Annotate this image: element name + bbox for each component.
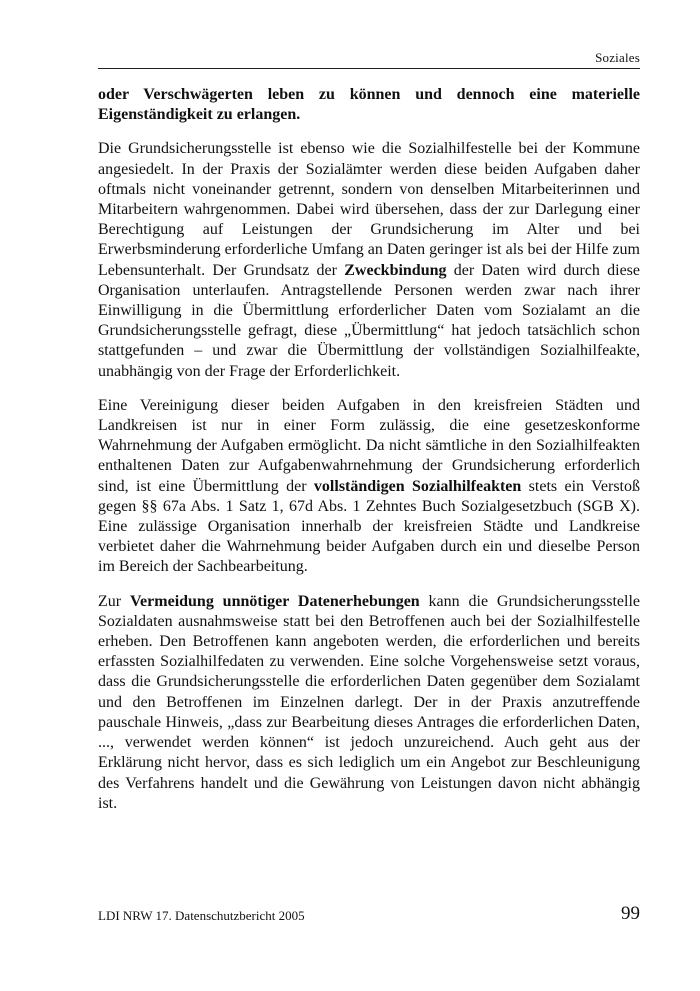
paragraph-text: Eine Vereinigung dieser beiden Aufgaben in den kreisfreien Städten und Landkreisen ist nur in einer Form zulässig, die eine gesetzeskonforme Wahrnehmung der Aufgaben ermöglicht. Da nicht sämtliche in den Sozialhilfeakten enthaltenen Daten zur Aufgabenwahrnehmung der Grundsicherung erforderlich sind, ist eine Übermittlung der [98,396,640,495]
emphasis-vermeidung-datenerhebungen: Vermeidung unnötiger Datenerhebungen [129,592,420,610]
paragraph-text: kann die Grundsicherungsstelle Sozialdaten ausnahmsweise statt bei den Betroffenen auch bei der Sozialhilfestelle erheben. Den Betroffenen kann angeboten werden, die erforderlichen und bereits erfassten Sozialhilfedaten zu verwenden. Eine solche Vorgehensweise setzt voraus, dass die Grundsicherungsstelle die erforderlichen Daten gegenüber dem Sozialamt und den Betroffenen im Einzelnen darlegt. Der in der Praxis anzutreffende pauschale Hinweis, „dass zur Bearbeitung dieses Antrages die erforderlichen Daten, ..., verwendet werden können“ ist jedoch unzureichend. Auch geht aus der Erklärung nicht hervor, dass es sich lediglich um ein Angebot zur Beschleunigung des Verfahrens handelt und die Gewährung von Leistungen davon nicht abhängig ist. [98,592,640,812]
paragraph-text: Die Grundsicherungsstelle ist ebenso wie die Sozialhilfestelle bei der Kommune angesiedelt. In der Praxis der Sozialämter werden diese beiden Aufgaben daher oftmals nicht voneinander getrennt, sondern von denselben Mitarbeiterinnen und Mitarbeitern wahrgenommen. Dabei wird übersehen, dass der zur Darlegung einer Berechtigung auf Leistungen der Grundsicherung im Alter und bei Erwerbsminderung erforderliche Umfang an Daten geringer ist als bei der Hilfe zum Lebensunterhalt. Der Grundsatz der [98,140,640,279]
intro-text: oder Verschwägerten leben zu können und dennoch eine materielle Eigenständigkeit zu erlangen. [98,86,640,124]
paragraph-text: der Daten wird durch diese Organisation unterlaufen. Antragstellende Personen werden zwar nach ihrer Einwilligung in die Übermittlung erforderlicher Daten vom Sozialamt an die Grundsicherungsstelle gefragt, diese „Übermittlung“ hat jedoch tatsächlich schon stattgefunden – und zwar die Übermittlung der vollständigen Sozialhilfeakte, unabhängig von der Frage der Erforderlichkeit. [98,261,640,380]
emphasis-zweckbindung: Zweckbindung [344,261,447,279]
paragraph-text: stets ein Verstoß gegen §§ 67a Abs. 1 Satz 1, 67d Abs. 1 Zehntes Buch Sozialgesetzbuch (SGB X). Eine zulässige Organisation innerhalb der kreisfreien Städte und Landkreise verbietet daher die Wahrnehmung beider Aufgaben durch ein und dieselbe Person im Bereich der Sachbearbeitung. [98,477,640,576]
emphasis-vollstaendige-sozialhilfeakten: vollständigen Sozialhilfeakten [313,477,522,495]
intro-paragraph [98,85,640,125]
page-number: 99 [621,903,640,924]
paragraph-sozialhilfeakten [98,396,640,578]
footer-publication: LDI NRW 17. Datenschutzbericht 2005 [98,908,305,923]
page-body [98,85,640,814]
running-header-section: Soziales [595,50,640,65]
paragraph-zweckbindung [98,139,640,381]
paragraph-datenerhebungen [98,592,640,814]
header-divider [98,68,640,69]
paragraph-text: Zur [98,592,130,610]
